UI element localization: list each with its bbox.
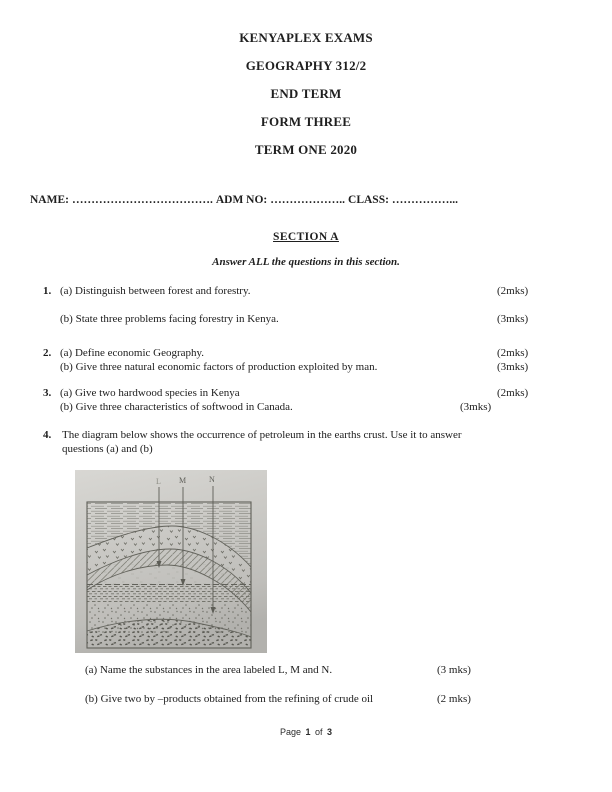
question-3a-text: (a) Give two hardwood species in Kenya [60,387,240,399]
question-3b-text: (b) Give three characteristics of softwood in Canada. [60,401,293,413]
question-4b-marks: (2 mks) [437,693,471,705]
question-2-number: 2. [43,347,52,359]
section-a-instruction: Answer ALL the questions in this section. [212,256,400,268]
class-label: CLASS: [348,194,389,206]
figure-label-N: N [209,475,215,484]
question-2a-marks: (2mks) [497,347,529,359]
question-4b-text: (b) Give two by –products obtained from the refining of crude oil [85,693,374,705]
question-4a-text: (a) Name the substances in the area labeled L, M and N. [85,664,333,676]
sediment-dash-layer [87,584,251,603]
student-info-line [30,194,461,206]
diagram-layers [87,502,251,647]
question-3b-marks: (3mks) [460,401,492,413]
question-3-number: 3. [43,387,52,399]
adm-label: ADM NO: [215,194,268,206]
question-4-number: 4. [43,429,52,441]
adm-blank-dots: ……………….. [270,194,346,206]
question-3a-marks: (2mks) [497,387,529,399]
question-4-intro-line1: The diagram below shows the occurrence of petroleum in the earths crust. Use it to answer [62,429,462,441]
figure-label-L: L [156,477,161,486]
page-footer [0,727,612,737]
footer-total-pages: 3 [327,727,333,737]
footer-page-word: Page [279,727,301,737]
question-4a-marks: (3 mks) [437,664,471,676]
question-2b-marks: (3mks) [497,361,529,373]
question-4-intro-line2: questions (a) and (b) [62,443,153,455]
question-1a-text: (a) Distinguish between forest and forestry. [60,285,251,297]
header-line-term: TERM ONE 2020 [254,142,358,157]
figure-label-M: M [179,476,187,485]
footer-page-number: 1 [305,727,311,737]
question-1b-text: (b) State three problems facing forestry in Kenya. [60,313,279,325]
question-1-number: 1. [43,285,52,297]
name-blank-dots: ………………………………. [71,194,213,206]
petroleum-diagram-svg [75,470,267,653]
name-label: NAME: [30,194,69,206]
header-line-form: FORM THREE [260,114,352,129]
class-blank-dots: ……………... [391,194,459,206]
petroleum-diagram-figure [75,470,267,653]
question-1b-marks: (3mks) [497,313,529,325]
header-line-subject: GEOGRAPHY 312/2 [245,58,367,73]
question-2b-text: (b) Give three natural economic factors of production exploited by man. [60,361,378,373]
section-a-title: SECTION A [273,231,339,243]
header-line-exam: END TERM [270,86,342,101]
question-1a-marks: (2mks) [497,285,529,297]
question-2a-text: (a) Define economic Geography. [60,347,205,359]
footer-of-word: of [315,727,323,737]
section-a-heading [0,231,612,243]
header-line-title: KENYAPLEX EXAMS [239,30,373,45]
